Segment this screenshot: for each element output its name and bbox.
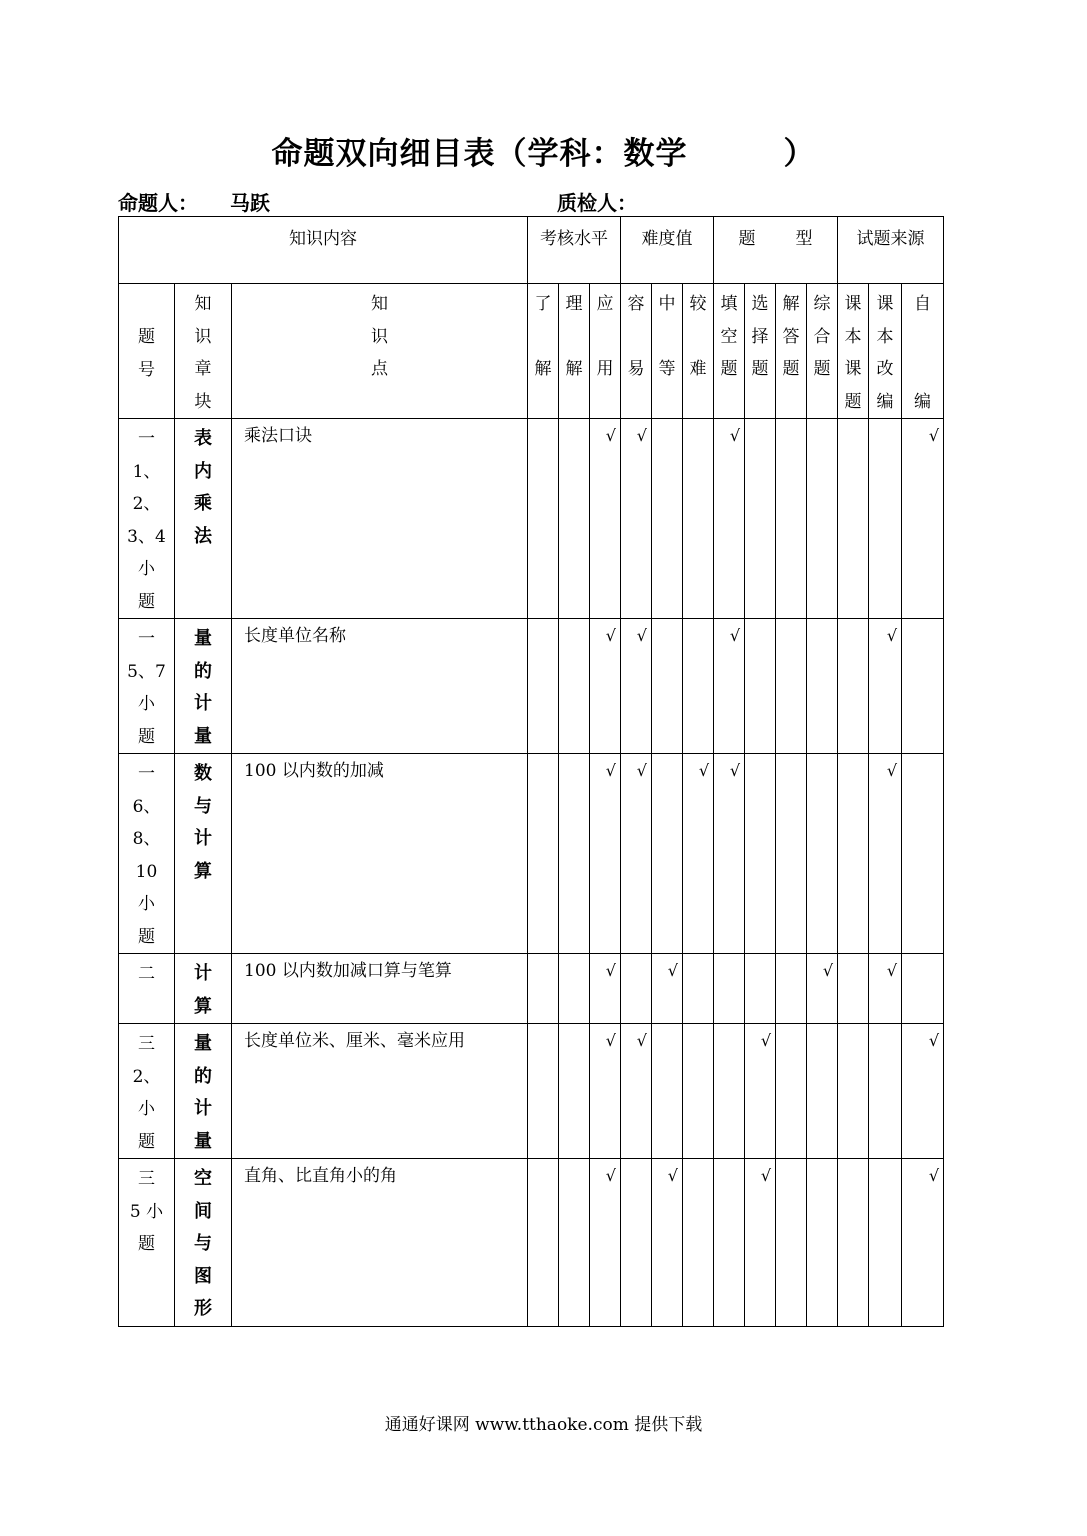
knowledge-chapter: 计 算 xyxy=(175,954,232,1024)
empty-cell xyxy=(902,754,944,954)
empty-cell xyxy=(652,619,683,754)
empty-cell xyxy=(528,954,559,1024)
check-mark: √ xyxy=(807,954,838,1024)
header-chapter: 知 识 章 块 xyxy=(175,284,232,419)
check-mark: √ xyxy=(869,619,902,754)
empty-cell xyxy=(683,1159,714,1327)
knowledge-point: 直角、比直角小的角 xyxy=(232,1159,528,1327)
empty-cell xyxy=(776,754,807,954)
check-mark: √ xyxy=(745,1024,776,1159)
empty-cell xyxy=(652,1024,683,1159)
empty-cell xyxy=(869,419,902,619)
header-sub-3: 容 易 xyxy=(621,284,652,419)
check-mark: √ xyxy=(590,1024,621,1159)
header-sub-12: 自 编 xyxy=(902,284,944,419)
check-mark: √ xyxy=(621,619,652,754)
question-number: 一 1、 2、 3、4 小 题 xyxy=(119,419,175,619)
empty-cell xyxy=(559,419,590,619)
check-mark: √ xyxy=(621,1024,652,1159)
header-difficulty: 难度值 xyxy=(621,217,714,284)
check-mark: √ xyxy=(652,954,683,1024)
check-mark: √ xyxy=(621,419,652,619)
header-sub-8: 解 答 题 xyxy=(776,284,807,419)
table-row xyxy=(119,954,944,1024)
knowledge-point: 长度单位名称 xyxy=(232,619,528,754)
empty-cell xyxy=(559,1024,590,1159)
knowledge-chapter: 量 的 计 量 xyxy=(175,619,232,754)
knowledge-point: 乘法口诀 xyxy=(232,419,528,619)
header-sub-4: 中 等 xyxy=(652,284,683,419)
knowledge-chapter: 数 与 计 算 xyxy=(175,754,232,954)
empty-cell xyxy=(714,1159,745,1327)
empty-cell xyxy=(559,954,590,1024)
question-number: 二 xyxy=(119,954,175,1024)
table-row xyxy=(119,754,944,954)
check-mark: √ xyxy=(590,419,621,619)
check-mark: √ xyxy=(745,1159,776,1327)
footer: 通通好课网 www.tthaoke.com 提供下载 xyxy=(384,1415,703,1435)
empty-cell xyxy=(838,954,869,1024)
check-mark: √ xyxy=(902,419,944,619)
empty-cell xyxy=(807,1024,838,1159)
author-line xyxy=(118,187,270,216)
page-title: 命题双向细目表（学科：数学 ） xyxy=(271,136,816,172)
empty-cell xyxy=(807,419,838,619)
header-qno: 题 号 xyxy=(119,284,175,419)
spec-table xyxy=(118,216,944,1327)
empty-cell xyxy=(745,419,776,619)
knowledge-point: 长度单位米、厘米、毫米应用 xyxy=(232,1024,528,1159)
header-sub-11: 课 本 改 编 xyxy=(869,284,902,419)
empty-cell xyxy=(807,1159,838,1327)
knowledge-chapter: 量 的 计 量 xyxy=(175,1024,232,1159)
check-mark: √ xyxy=(902,1159,944,1327)
empty-cell xyxy=(528,419,559,619)
empty-cell xyxy=(776,1024,807,1159)
empty-cell xyxy=(528,619,559,754)
empty-cell xyxy=(745,619,776,754)
knowledge-point: 100 以内数加减口算与笔算 xyxy=(232,954,528,1024)
check-mark: √ xyxy=(714,419,745,619)
header-knowledge-content: 知识内容 xyxy=(119,217,528,284)
empty-cell xyxy=(621,954,652,1024)
table-row xyxy=(119,619,944,754)
question-number: 三 5 小 题 xyxy=(119,1159,175,1327)
author-name: 马跃 xyxy=(229,191,270,215)
header-point: 知 识 点 xyxy=(232,284,528,419)
empty-cell xyxy=(807,754,838,954)
header-sub-0: 了 解 xyxy=(528,284,559,419)
header-row-main xyxy=(119,217,944,284)
empty-cell xyxy=(528,754,559,954)
empty-cell xyxy=(683,619,714,754)
empty-cell xyxy=(838,1159,869,1327)
header-sub-1: 理 解 xyxy=(559,284,590,419)
check-mark: √ xyxy=(590,954,621,1024)
empty-cell xyxy=(869,1024,902,1159)
header-sub-6: 填 空 题 xyxy=(714,284,745,419)
check-mark: √ xyxy=(621,754,652,954)
empty-cell xyxy=(683,1024,714,1159)
check-mark: √ xyxy=(714,754,745,954)
empty-cell xyxy=(683,954,714,1024)
knowledge-point: 100 以内数的加减 xyxy=(232,754,528,954)
empty-cell xyxy=(838,619,869,754)
header-sub-5: 较 难 xyxy=(683,284,714,419)
header-sub-7: 选 择 题 xyxy=(745,284,776,419)
empty-cell xyxy=(559,1159,590,1327)
empty-cell xyxy=(528,1159,559,1327)
check-mark: √ xyxy=(902,1024,944,1159)
table-row xyxy=(119,1024,944,1159)
empty-cell xyxy=(528,1024,559,1159)
empty-cell xyxy=(838,754,869,954)
empty-cell xyxy=(776,619,807,754)
header-source: 试题来源 xyxy=(838,217,944,284)
empty-cell xyxy=(838,1024,869,1159)
header-assess-level: 考核水平 xyxy=(528,217,621,284)
empty-cell xyxy=(714,1024,745,1159)
question-number: 一 6、 8、 10 小 题 xyxy=(119,754,175,954)
header-sub-10: 课 本 课 题 xyxy=(838,284,869,419)
question-number: 三 2、 小 题 xyxy=(119,1024,175,1159)
header-sub-2: 应 用 xyxy=(590,284,621,419)
knowledge-chapter: 空 间 与 图 形 xyxy=(175,1159,232,1327)
check-mark: √ xyxy=(869,754,902,954)
empty-cell xyxy=(745,754,776,954)
knowledge-chapter: 表 内 乘 法 xyxy=(175,419,232,619)
check-mark: √ xyxy=(714,619,745,754)
empty-cell xyxy=(902,954,944,1024)
empty-cell xyxy=(838,419,869,619)
check-mark: √ xyxy=(590,754,621,954)
question-number: 一 5、7 小 题 xyxy=(119,619,175,754)
header-sub-9: 综 合 题 xyxy=(807,284,838,419)
empty-cell xyxy=(559,754,590,954)
table-row xyxy=(119,1159,944,1327)
empty-cell xyxy=(902,619,944,754)
empty-cell xyxy=(652,754,683,954)
empty-cell xyxy=(776,419,807,619)
empty-cell xyxy=(869,1159,902,1327)
check-mark: √ xyxy=(590,619,621,754)
header-row-sub xyxy=(119,284,944,419)
check-mark: √ xyxy=(869,954,902,1024)
empty-cell xyxy=(621,1159,652,1327)
empty-cell xyxy=(807,619,838,754)
empty-cell xyxy=(776,954,807,1024)
empty-cell xyxy=(776,1159,807,1327)
empty-cell xyxy=(745,954,776,1024)
empty-cell xyxy=(559,619,590,754)
table-row xyxy=(119,419,944,619)
author-label: 命题人： xyxy=(118,191,198,215)
empty-cell xyxy=(683,419,714,619)
empty-cell xyxy=(714,954,745,1024)
header-question-type: 题 型 xyxy=(714,217,838,284)
empty-cell xyxy=(652,419,683,619)
check-mark: √ xyxy=(590,1159,621,1327)
checker-label: 质检人： xyxy=(557,191,637,215)
check-mark: √ xyxy=(683,754,714,954)
check-mark: √ xyxy=(652,1159,683,1327)
